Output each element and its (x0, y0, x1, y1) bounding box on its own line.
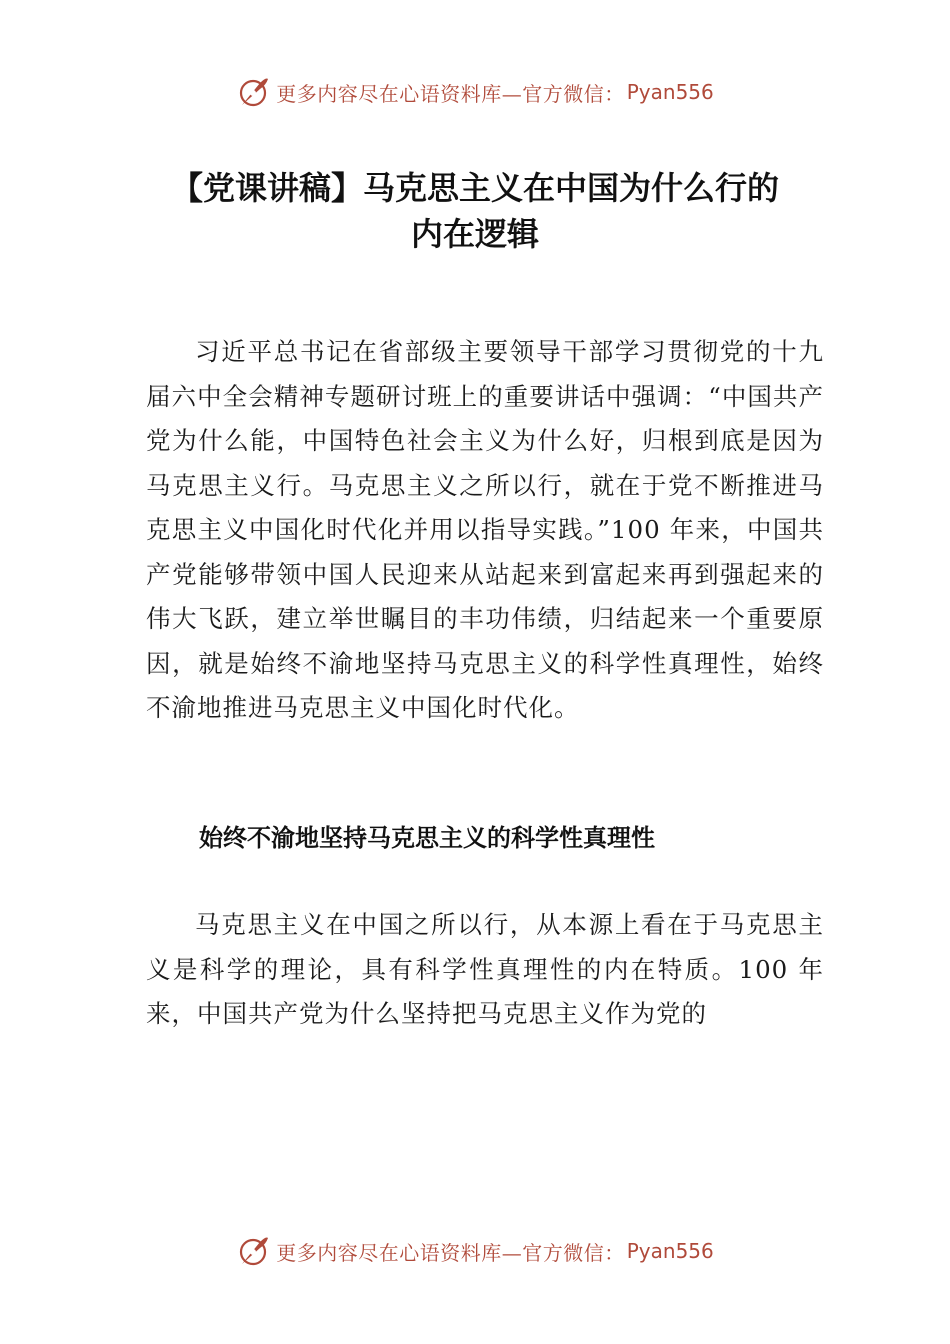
title-line-1: 【党课讲稿】马克思主义在中国为什么行的 (170, 169, 779, 207)
body-paragraph-1: 习近平总书记在省部级主要领导干部学习贯彻党的十九届六中全会精神专题研讨班上的重要讲话中强调：“中国共产党为什么能，中国特色社会主义为什么好，归根到底是因为马克思主义行。马克思主义之所以行，就在于党不断推进马克思主义中国化时代化并用以指导实践。”100 年来，中国共产党能够带领中国人民迎来从站起来到富起来再到强起来的伟大飞跃，建立举世瞩目的丰功伟绩，归结起来一个重要原因，就是始终不渝地坚持马克思主义的科学性真理性，始终不渝地推进马克思主义中国化时代化。 (146, 337, 824, 722)
title-line-2: 内在逻辑 (410, 215, 539, 253)
section-heading: 始终不渝地坚持马克思主义的科学性真理性 (199, 824, 655, 852)
document-title (100, 165, 850, 257)
banner-text: 更多内容尽在心语资料库—官方微信： (276, 1240, 625, 1265)
body-paragraph-2: 马克思主义在中国之所以行，从本源上看在于马克思主义是科学的理论，具有科学性真理性的内在特质。100 年来，中国共产党为什么坚持把马克思主义作为党的 (146, 910, 824, 1028)
quill-circle-logo-icon (236, 75, 270, 109)
banner-text: 更多内容尽在心语资料库—官方微信： (276, 81, 625, 106)
quill-circle-logo-icon (236, 1234, 270, 1268)
banner-wechat-id: Pyan556 (626, 1239, 714, 1263)
banner-wechat-id: Pyan556 (626, 80, 714, 104)
header-banner (0, 72, 950, 112)
footer-banner (0, 1231, 950, 1271)
